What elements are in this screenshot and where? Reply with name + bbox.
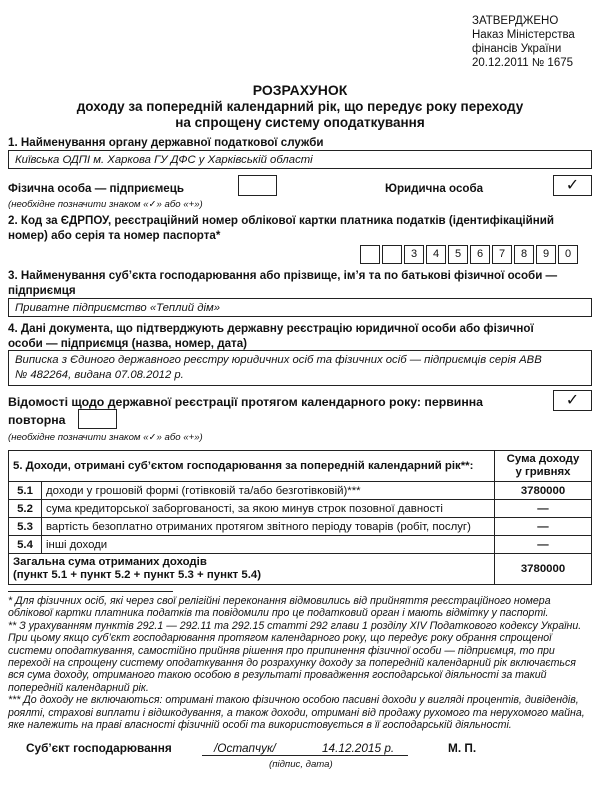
tax-code-digit[interactable]: 8: [514, 245, 534, 264]
approval-stamp: [472, 14, 575, 70]
tax-code-digit[interactable]: [360, 245, 380, 264]
tax-code-digit[interactable]: 3: [404, 245, 424, 264]
signature-label: Суб’єкт господарювання: [26, 741, 172, 755]
signature-date: 14.12.2015 р.: [322, 741, 395, 755]
amount-column-header: [495, 451, 592, 482]
footnote-2: ** З урахуванням пунктів 292.1 — 292.11 та 292.15 статті 292 глави 1 розділу XIV Податкового кодексу України. При цьому якщо суб’єкт господарювання протягом календарного року, що передує року обрання спрощеної системи оподаткування, самостійно прийняв рішення про припинення фізичної особи — підприємця, то при переході на спрощену систему оподаткування до розрахунку доходу за попередній календарний рік включається вся сума доходу, отриманого такою особою в результаті провадження господарської діяльності за такий попередній календарний рік.: [8, 619, 582, 694]
section-2-label-line-2: номер) або серія та номер паспорта*: [8, 229, 221, 242]
total-label-line-1: Загальна сума отриманих доходів: [13, 556, 207, 568]
row-amount[interactable]: —: [495, 536, 592, 554]
footnotes: [8, 595, 594, 731]
approval-line-3: фінансів України: [472, 43, 562, 55]
registration-document-line-1: Виписка з Єдиного державного реєстру юридичних осіб та фізичних осіб — підприємців серія АВВ: [15, 354, 542, 366]
row-description: інші доходи: [42, 536, 495, 554]
row-number: 5.2: [9, 500, 42, 518]
tax-code-digit[interactable]: 0: [558, 245, 578, 264]
total-amount[interactable]: 3780000: [495, 554, 592, 585]
individual-entrepreneur-label: Фізична особа — підприємець: [8, 182, 184, 195]
tax-code-digit[interactable]: 4: [426, 245, 446, 264]
registration-document-line-2: № 482264, видана 07.08.2012 р.: [15, 369, 184, 381]
section-1-label: 1. Найменування органу державної податкової служби: [8, 136, 324, 149]
document-subtitle: [0, 99, 600, 131]
entity-name-field[interactable]: Приватне підприємство «Теплий дім»: [8, 298, 592, 317]
amount-header-line-1: Сума доходу: [506, 453, 580, 465]
table-row: [9, 500, 592, 518]
tax-office-field[interactable]: Київська ОДПІ м. Харкова ГУ ДФС у Харківській області: [8, 150, 592, 169]
signature-caption: (підпис, дата): [269, 759, 333, 770]
section-4-label-line-2: особи — підприємця (назва, номер, дата): [8, 337, 248, 350]
row-number: 5.3: [9, 518, 42, 536]
table-row: [9, 518, 592, 536]
footnote-divider: [8, 591, 173, 592]
approval-title: ЗАТВЕРДЖЕНО: [472, 15, 559, 27]
section-2-label: [8, 213, 554, 243]
row-number: 5.1: [9, 482, 42, 500]
section-5-header: 5. Доходи, отримані суб’єктом господарювання за попередній календарний рік**:: [9, 451, 495, 482]
registration-document-field[interactable]: [8, 350, 592, 386]
total-label-line-2: (пункт 5.1 + пункт 5.2 + пункт 5.3 + пункт 5.4): [13, 569, 262, 581]
registration-info-label: Відомості щодо державної реєстрації протягом календарного року: первинна: [8, 395, 484, 409]
section-4-label: [8, 321, 534, 351]
signature-line[interactable]: [202, 741, 408, 756]
approval-line-2: Наказ Міністерства: [472, 29, 575, 41]
tax-code-digit[interactable]: 5: [448, 245, 468, 264]
registration-hint: (необхідне позначити знаком «✓» або «+»): [8, 432, 203, 443]
income-table-header: [9, 451, 592, 482]
subtitle-line-2: на спрощену систему оподаткування: [175, 115, 425, 130]
amount-header-line-2: у гривнях: [515, 466, 571, 478]
row-number: 5.4: [9, 536, 42, 554]
legal-entity-label: Юридична особа: [385, 182, 484, 195]
tax-code-cells: [360, 245, 580, 264]
individual-entrepreneur-checkbox[interactable]: [238, 175, 277, 196]
subtitle-line-1: доходу за попередній календарний рік, що передує року переходу: [76, 99, 524, 114]
table-row: [9, 482, 592, 500]
row-amount[interactable]: —: [495, 500, 592, 518]
section-3-label-line-1: 3. Найменування суб’єкта господарювання або прізвище, ім’я та по батькові фізичної особи —: [8, 269, 558, 282]
seal-place: М. П.: [448, 741, 477, 755]
row-description: вартість безоплатно отриманих протягом звітного періоду товарів (робіт, послуг): [42, 518, 495, 536]
section-4-label-line-1: 4. Дані документа, що підтверджують державну реєстрацію юридичної особи або фізичної: [8, 322, 534, 335]
tax-code-digit[interactable]: 9: [536, 245, 556, 264]
row-amount[interactable]: 3780000: [495, 482, 592, 500]
section-3-label: [8, 268, 557, 298]
section-3-label-line-2: підприємця: [8, 284, 76, 297]
tax-code-digit[interactable]: 6: [470, 245, 490, 264]
row-amount[interactable]: —: [495, 518, 592, 536]
row-description: сума кредиторської заборгованості, за якою минув строк позовної давності: [42, 500, 495, 518]
tax-code-digit[interactable]: [382, 245, 402, 264]
approval-line-4: 20.12.2011 № 1675: [472, 57, 574, 69]
footnote-3: *** До доходу не включаються: отримані такою фізичною особою пасивні доходи у вигляді процентів, дивідендів, роялті, страхові виплати і відшкодування, а також доходи, отримані від продажу рухомого та нерухомого майна, яке належить на праві власності фізичній особі та використовується в її господарській діяльності.: [8, 694, 585, 732]
footnote-1: * Для фізичних осіб, які через свої релігійні переконання відмовились від прийняття реєстраційного номера облікової картки платника податків та повідомили про це податковий орган і мають відмітку у паспорті.: [8, 595, 551, 620]
income-table: [8, 450, 592, 585]
primary-registration-checkbox[interactable]: ✓: [553, 390, 592, 411]
document-title: РОЗРАХУНОК: [252, 82, 348, 98]
row-description: доходи у грошовій формі (готівковій та/або безготівковій)***: [42, 482, 495, 500]
signature-name: /Остапчук/: [214, 741, 276, 755]
tax-code-digit[interactable]: 7: [492, 245, 512, 264]
legal-entity-checkbox[interactable]: ✓: [553, 175, 592, 196]
repeat-registration-label: повторна: [8, 413, 66, 427]
total-label: [9, 554, 495, 585]
repeat-registration-checkbox[interactable]: [78, 409, 117, 429]
table-row: [9, 536, 592, 554]
total-row: [9, 554, 592, 585]
person-type-hint: (необхідне позначити знаком «✓» або «+»): [8, 199, 203, 210]
section-2-label-line-1: 2. Код за ЄДРПОУ, реєстраційний номер облікової картки платника податків (ідентифікаційний: [8, 214, 554, 227]
